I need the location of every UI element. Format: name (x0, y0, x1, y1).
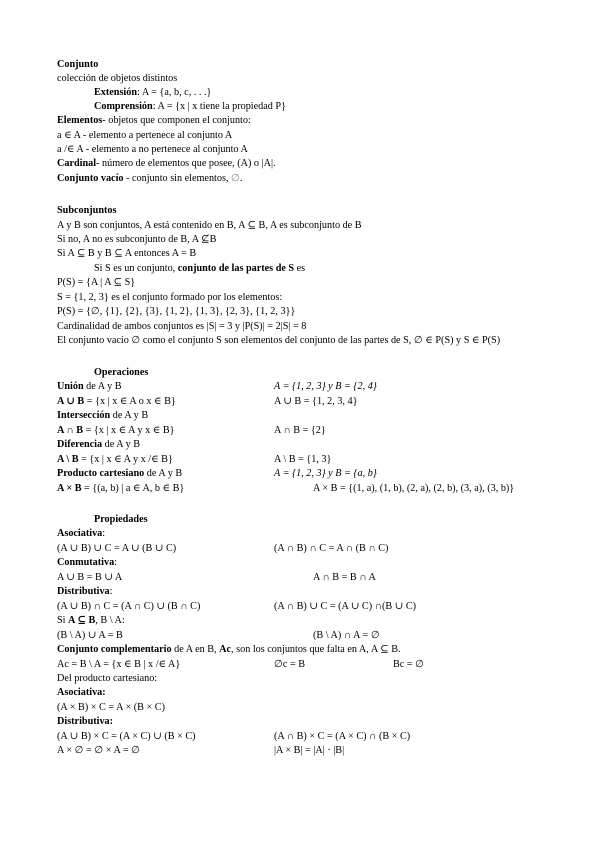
subset-inter: (B \ A) ∩ A = ∅ (313, 630, 380, 641)
sub-line-9: El conjunto vacío ∅ como el conjunto S son elementos del conjunto de las partes de S, ∅ ∈ P(S) y S ∈ P(S) (57, 335, 501, 346)
cart-assoc-heading: Asociativa: (57, 687, 106, 698)
propiedades-title: Propiedades (94, 514, 148, 525)
diff-result: A \ B = {1, 3} (274, 454, 332, 465)
diff-heading: Diferencia de A y B (57, 439, 141, 450)
complement-def: Ac = B \ A = {x ∈ B | x /∈ A} (57, 659, 181, 670)
complement-line: Conjunto complementario de A en B, Ac, son los conjuntos que falta en A, A ⊆ B. (57, 644, 401, 655)
inter-def: A ∩ B = {x | x ∈ A y x ∈ B} (57, 425, 175, 436)
cartesian-intro: Del producto cartesiano: (57, 673, 158, 684)
cart-assoc: (A × B) × C = A × (B × C) (57, 702, 165, 713)
comm-inter: A ∩ B = B ∩ A (313, 572, 376, 583)
prod-heading: Producto cartesiano de A y B (57, 468, 183, 479)
subset-line: Si A ⊆ B, B \ A: (57, 615, 125, 626)
dist-union: (A ∪ B) ∩ C = (A ∩ C) ∪ (B ∩ C) (57, 601, 201, 612)
inter-heading: Intersección de A y B (57, 410, 149, 421)
subset-union: (B \ A) ∪ A = B (57, 630, 123, 641)
sub-line-5: P(S) = {A | A ⊆ S} (57, 277, 136, 288)
conjunto-title: Conjunto (57, 59, 99, 70)
sub-line-6: S = {1, 2, 3} es el conjunto formado por los elementos: (57, 292, 283, 303)
cart-dist-inter: (A ∩ B) × C = (A × C) ∩ (B × C) (274, 731, 411, 742)
union-example: A = {1, 2, 3} y B = {2, 4} (274, 381, 377, 392)
assoc-inter: (A ∩ B) ∩ C = A ∩ (B ∩ C) (274, 543, 389, 554)
cart-cardinality: |A × B| = |A| · |B| (274, 745, 345, 756)
extension-line: Extensión: A = {a, b, c, . . .} (94, 87, 212, 98)
prod-def: A × B = {(a, b) | a ∈ A, b ∈ B} (57, 483, 185, 494)
sub-line-8: Cardinalidad de ambos conjuntos es |S| = 3 y |P(S)| = 2|S| = 8 (57, 321, 307, 332)
elementos-line: Elementos- objetos que componen el conjunto: (57, 115, 251, 126)
dist-heading: Distributiva: (57, 586, 113, 597)
comprension-line: Comprensión: A = {x | x tiene la propiedad P} (94, 101, 286, 112)
comm-heading: Conmutativa: (57, 557, 118, 568)
sub-line-2: Si no, A no es subconjunto de B, A ⊈B (57, 234, 217, 245)
empty-set-line: Conjunto vacío - conjunto sin elementos, ∅. (57, 173, 243, 184)
sub-line-3: Si A ⊆ B y B ⊆ A entonces A = B (57, 248, 197, 259)
comm-union: A ∪ B = B ∪ A (57, 572, 123, 583)
union-heading: Unión de A y B (57, 381, 122, 392)
assoc-union: (A ∪ B) ∪ C = A ∪ (B ∪ C) (57, 543, 177, 554)
operaciones-title: Operaciones (94, 367, 149, 378)
belongs-line: a ∈ A - elemento a pertenece al conjunto A (57, 130, 233, 141)
sub-line-1: A y B son conjuntos, A está contenido en B, A ⊆ B, A es subconjunto de B (57, 220, 362, 231)
sub-line-4: Si S es un conjunto, conjunto de las partes de S es (94, 263, 306, 274)
prod-example: A = {1, 2, 3} y B = {a, b} (274, 468, 377, 479)
complement-empty: ∅c = B (274, 659, 306, 670)
dist-inter: (A ∩ B) ∪ C = (A ∪ C) ∩(B ∪ C) (274, 601, 417, 612)
prod-result: A × B = {(1, a), (1, b), (2, a), (2, b), (3, a), (3, b)} (313, 483, 515, 494)
not-belongs-line: a /∈ A - elemento a no pertenece al conjunto A (57, 144, 248, 155)
sub-line-7: P(S) = {∅, {1}, {2}, {3}, {1, 2}, {1, 3}, {2, 3}, {1, 2, 3}} (57, 306, 296, 317)
complement-b: Bc = ∅ (393, 659, 425, 670)
cart-empty: A × ∅ = ∅ × A = ∅ (57, 745, 141, 756)
diff-def: A \ B = {x | x ∈ A y x /∈ B} (57, 454, 173, 465)
subconjuntos-title: Subconjuntos (57, 205, 117, 216)
cardinal-line: Cardinal- número de elementos que posee, (A) o |A|. (57, 158, 276, 169)
inter-result: A ∩ B = {2} (274, 425, 326, 436)
cart-dist-union: (A ∪ B) × C = (A × C) ∪ (B × C) (57, 731, 196, 742)
union-result: A ∪ B = {1, 2, 3, 4} (274, 396, 358, 407)
conjunto-def: colección de objetos distintos (57, 73, 178, 84)
assoc-heading: Asociativa: (57, 528, 106, 539)
union-def: A ∪ B = {x | x ∈ A o x ∈ B} (57, 396, 176, 407)
cart-dist-heading: Distributiva: (57, 716, 114, 727)
